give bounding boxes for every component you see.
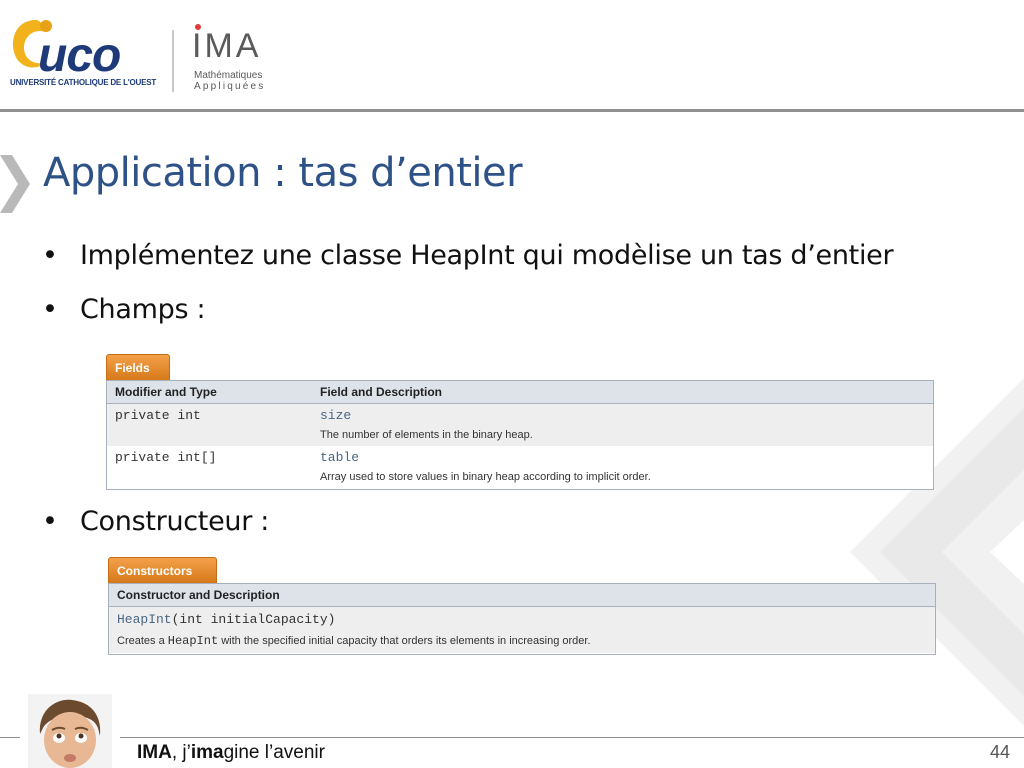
title-chevron-icon [0,155,30,213]
page-number: 44 [990,742,1011,762]
constructors-table-header [109,584,935,607]
ima-wordmark: IMA [192,27,262,65]
bullet-text: Champs : [80,294,206,325]
desc-text: with the specified initial capacity that orders its elements in increasing order. [218,635,591,647]
footer-rule [120,737,1024,738]
constructors-tab: Constructors [108,557,217,583]
ima-subtitle-1: Mathématiques [194,70,263,81]
field-description: The number of elements in the binary heap. [320,429,533,441]
header-rule [0,109,1024,112]
uco-wordmark: uco [38,29,121,82]
bullet-text: Implémentez une classe HeapInt qui modèlise un tas d’entier [80,240,894,271]
uco-logo [6,12,156,94]
table-row [109,607,935,653]
bullet-item [42,506,269,537]
fields-table [106,380,934,490]
ima-logo [190,24,280,94]
constructors-col-description: Constructor and Description [117,588,280,602]
fields-col-modifier: Modifier and Type [115,385,217,399]
bullet-item [42,294,205,325]
bullet-dot: • [42,240,58,271]
field-description: Array used to store values in binary heap according to implicit order. [320,471,651,483]
fields-tab: Fields [106,354,170,380]
bullet-dot: • [42,506,58,537]
ima-subtitle-2: Appliquées [194,81,266,92]
fields-table-header [107,381,933,404]
bullet-dot: • [42,294,58,325]
bullet-item [42,240,893,271]
constructor-name-link[interactable]: HeapInt [117,612,172,627]
tagline-part: IMA [137,742,172,763]
bullet-text: Constructeur : [80,506,270,537]
field-name-link[interactable]: table [320,450,360,465]
logo-divider [172,30,174,92]
field-type: private int[] [115,450,217,465]
fields-col-description: Field and Description [320,385,443,399]
desc-code: HeapInt [167,634,219,648]
desc-text: Creates a [117,635,168,647]
table-row [107,446,933,488]
avatar [28,694,112,768]
field-type: private int [115,408,201,423]
slide-title: Application : tas d’entier [43,150,523,196]
slide-header [0,0,1024,110]
footer-tagline [137,742,325,764]
constructor-description [117,634,591,648]
footer-rule-left [0,737,20,738]
uco-subtitle: UNIVERSITÉ CATHOLIQUE DE L'OUEST [10,78,157,87]
constructor-params: (int initialCapacity) [171,612,336,627]
constructors-table [108,583,936,655]
tagline-part: ima [190,742,224,763]
tagline-part: gine l’avenir [223,742,325,763]
field-name-link[interactable]: size [320,408,352,423]
table-row [107,404,933,446]
tagline-part: , j’ [171,742,191,763]
constructor-signature [117,612,335,627]
